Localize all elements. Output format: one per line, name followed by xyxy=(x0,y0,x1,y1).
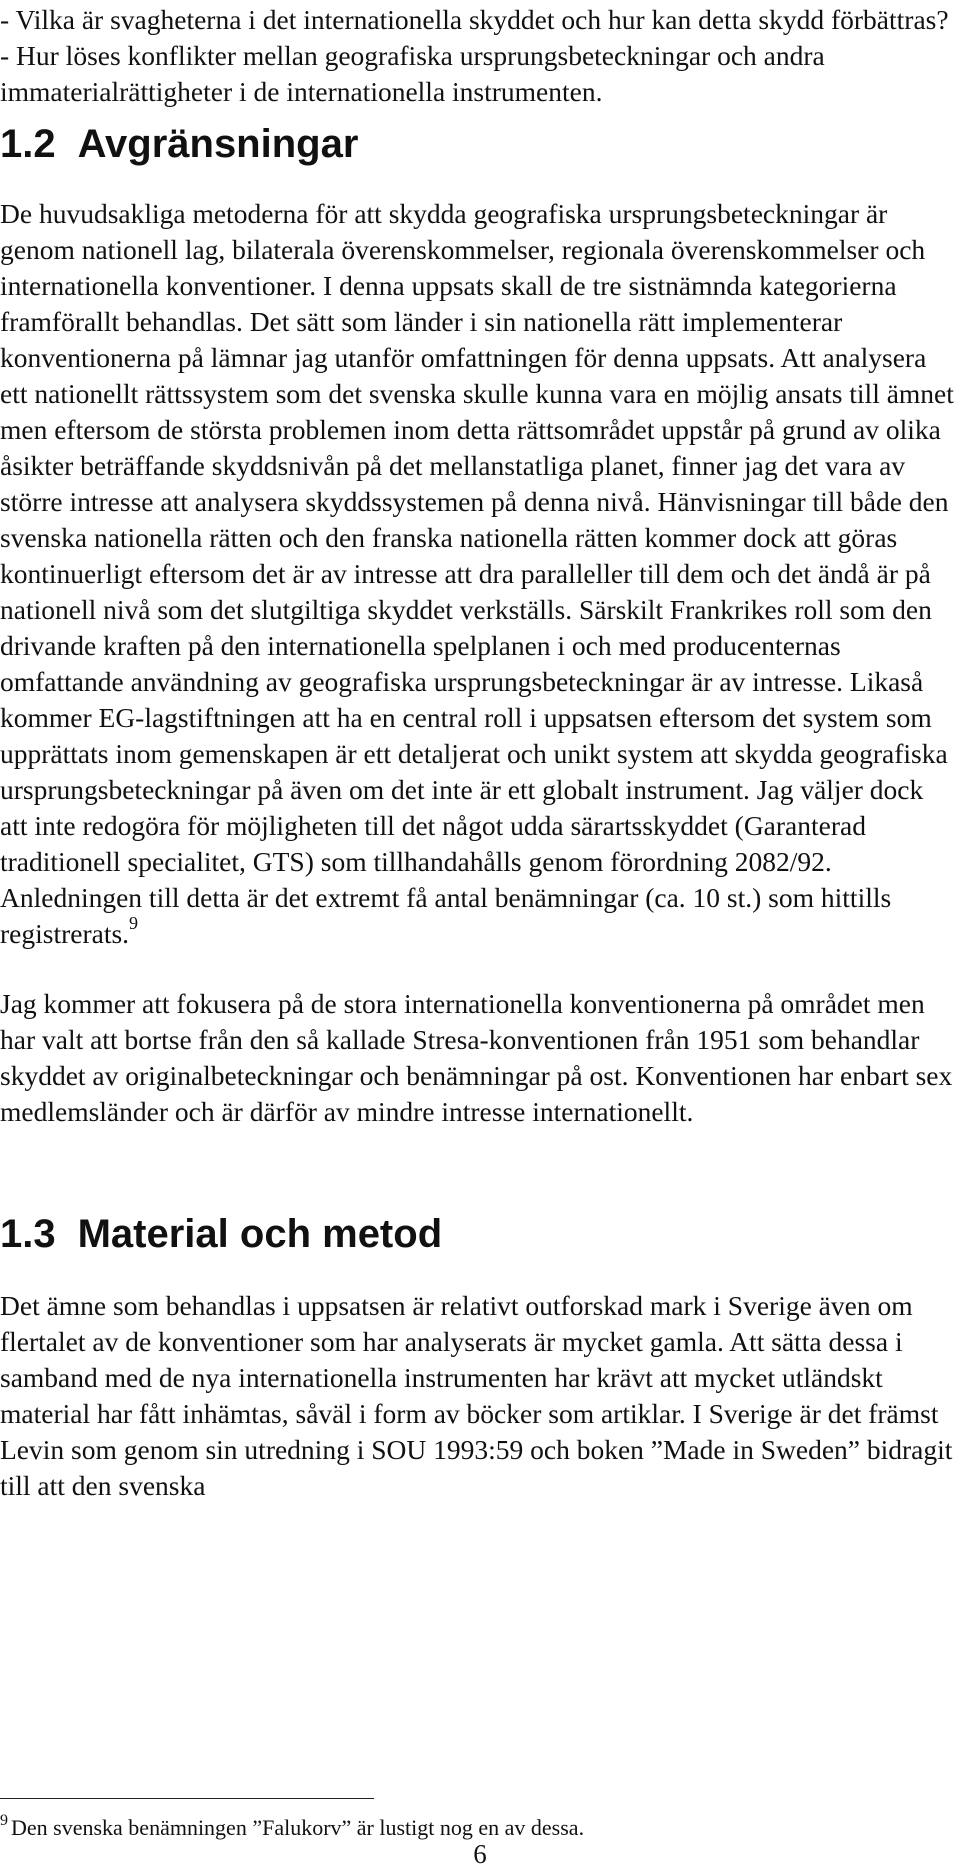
section-title: Material och metod xyxy=(77,1212,443,1256)
footnote-reference[interactable]: 9 xyxy=(129,913,139,933)
section-number: 1.2 xyxy=(0,122,56,166)
footnote-number: 9 xyxy=(0,1812,8,1829)
page-number: 6 xyxy=(473,1839,487,1869)
paragraph-conventions-focus: Jag kommer att fokusera på de stora internationella konventionerna på området men har valt att bortse från den så kallade Stresa-konventionen från 1951 som behandlar skyddet av originalbeteckningar och benämningar på ost. Konventionen har enbart sex medlemsländer och är därför av mindre intresse internationellt. xyxy=(0,988,953,1127)
section-number: 1.3 xyxy=(0,1212,56,1256)
paragraph-body: De huvudsakliga metoderna för att skydda geografiska ursprungsbeteckningar är genom nationell lag, bilaterala överenskommelser, regionala överenskommelser och internationella konventioner. I denna uppsats skall de tre sistnämnda kategorierna framförallt behandlas. Det sätt som länder i sin nationella rätt implementerar konventionerna på lämnar jag utanför omfattningen för denna uppsats. Att analysera ett nationellt rättssystem som det svenska skulle kunna vara en möjlig ansats till ämnet men eftersom de största problemen inom detta rättsområdet uppstår på grund av olika åsikter beträffande skyddsnivån på det mellanstatliga planet, finner jag det vara av större intresse att analysera skyddssystemen på denna nivå. Hänvisningar till både den svenska nationella rätten och den franska nationella rätten kommer dock att göras kontinuerligt eftersom det är av intresse att dra paralleller till dem och det ändå är på nationell nivå som det slutgiltiga skyddet verkställs. Särskilt Frankrikes roll som den drivande kraften på den internationella spelplanen i och med producenternas omfattande användning av geografiska ursprungsbeteckningar är av intresse. Likaså kommer EG-lagstiftningen att ha en central roll i uppsatsen eftersom det system som upprättats inom gemenskapen är ett detaljerat och unikt system att skydda geografiska ursprungsbeteckningar på även om det inte är ett globalt instrument. Jag väljer dock att inte redogöra för möjligheten till det något udda särartsskyddet (Garanterad traditionell specialitet, GTS) som tillhandahålls genom förordning 2082/92. Anledningen till detta är det extremt få antal benämningar (ca. 10 st.) som hittills registrerats. xyxy=(0,198,954,949)
footnote-separator xyxy=(0,1798,374,1799)
paragraph-delimitations xyxy=(0,196,955,952)
section-heading-1-3 xyxy=(0,1210,960,1258)
bullet-question-1: - Vilka är svagheterna i det internationella skyddet och hur kan detta skydd förbättras? xyxy=(0,4,949,35)
footnote-text: Den svenska benämningen ”Falukorv” är lustigt nog en av dessa. xyxy=(11,1815,585,1840)
section-title: Avgränsningar xyxy=(77,122,359,166)
bullet-question-2: - Hur löses konflikter mellan geografiska ursprungsbeteckningar och andra immaterialrättigheter i de internationella instrumenten. xyxy=(0,40,825,107)
section-heading-1-2 xyxy=(0,120,960,168)
paragraph-material-method: Det ämne som behandlas i uppsatsen är relativt outforskad mark i Sverige även om flertalet av de konventioner som har analyserats är mycket gamla. Att sätta dessa i samband med de nya internationella instrumenten har krävt att mycket utländskt material har fått inhämtas, såväl i form av böcker som artiklar. I Sverige är det främst Levin som genom sin utredning i SOU 1993:59 och boken ”Made in Sweden” bidragit till att den svenska xyxy=(0,1290,953,1501)
